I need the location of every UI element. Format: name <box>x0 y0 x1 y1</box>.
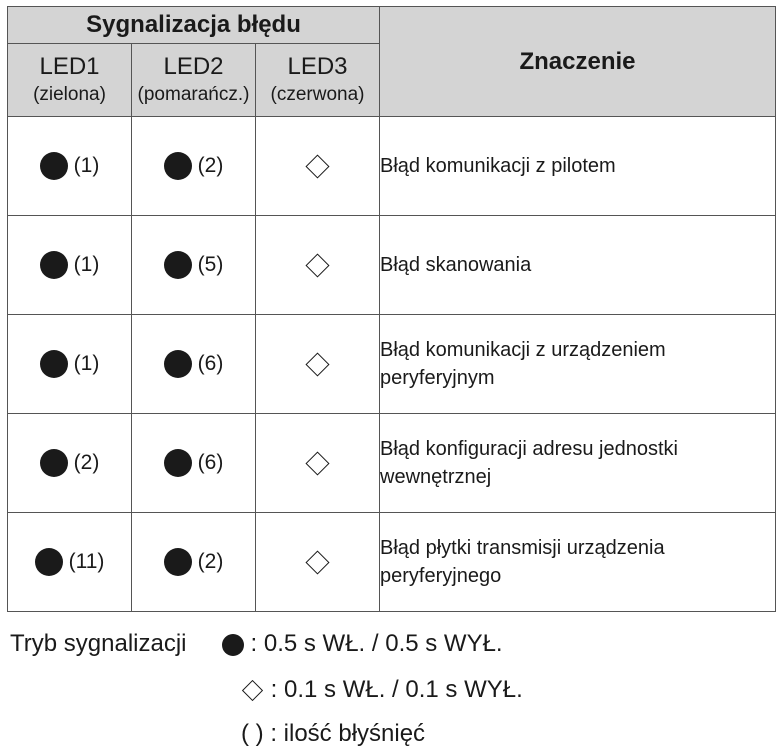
diamond-outline-icon <box>305 352 329 376</box>
diamond-outline-icon <box>305 154 329 178</box>
group-header: Sygnalizacja błędu <box>8 7 380 44</box>
legend-label: Tryb sygnalizacji <box>10 630 187 657</box>
legend-slow-text: : 0.5 s WŁ. / 0.5 s WYŁ. <box>250 630 503 657</box>
blink-count: (2) <box>73 451 100 474</box>
table-row <box>8 117 776 216</box>
error-signal-table <box>7 6 776 612</box>
diamond-outline-icon <box>305 550 329 574</box>
led3-cell <box>256 414 380 513</box>
diamond-outline-icon <box>305 451 329 475</box>
table-row <box>8 315 776 414</box>
filled-circle-icon <box>40 152 68 180</box>
legend-count-text: : ilość błyśnięć <box>270 720 426 747</box>
led2-cell <box>132 315 256 414</box>
legend-row-slow <box>10 630 503 658</box>
led3-cell <box>256 315 380 414</box>
led1-header <box>8 44 132 117</box>
led3-name: LED3 <box>287 53 348 80</box>
meaning-cell: Błąd komunikacji z urządzeniem peryferyjnym <box>380 315 776 414</box>
filled-circle-icon <box>222 634 244 656</box>
table-row <box>8 216 776 315</box>
legend-row-count <box>241 720 425 748</box>
table-row <box>8 414 776 513</box>
table-row <box>8 513 776 612</box>
filled-circle-icon <box>164 449 192 477</box>
led3-color: (czerwona) <box>270 84 365 105</box>
led1-cell <box>8 513 132 612</box>
led3-cell <box>256 513 380 612</box>
led2-header <box>132 44 256 117</box>
meaning-header: Znaczenie <box>380 7 776 117</box>
diamond-outline-icon <box>305 253 329 277</box>
blink-count: (1) <box>73 352 100 375</box>
blink-count: (6) <box>197 451 224 474</box>
meaning-cell: Błąd komunikacji z pilotem <box>380 117 776 216</box>
filled-circle-icon <box>40 251 68 279</box>
filled-circle-icon <box>164 350 192 378</box>
led2-color: (pomarańcz.) <box>137 84 250 105</box>
led2-cell <box>132 513 256 612</box>
meaning-cell: Błąd konfiguracji adresu jednostki wewnętrznej <box>380 414 776 513</box>
filled-circle-icon <box>40 350 68 378</box>
filled-circle-icon <box>164 548 192 576</box>
legend-row-fast <box>241 676 523 704</box>
meaning-cell: Błąd skanowania <box>380 216 776 315</box>
led2-cell <box>132 414 256 513</box>
led3-cell <box>256 216 380 315</box>
blink-count: (2) <box>197 550 224 573</box>
led1-cell <box>8 216 132 315</box>
led1-name: LED1 <box>39 53 100 80</box>
led3-header <box>256 44 380 117</box>
filled-circle-icon <box>164 251 192 279</box>
led1-cell <box>8 315 132 414</box>
led1-cell <box>8 414 132 513</box>
filled-circle-icon <box>35 548 63 576</box>
led2-name: LED2 <box>163 53 224 80</box>
filled-circle-icon <box>164 152 192 180</box>
filled-circle-icon <box>40 449 68 477</box>
meaning-cell: Błąd płytki transmisji urządzenia peryferyjnego <box>380 513 776 612</box>
led1-cell <box>8 117 132 216</box>
legend-fast-text: : 0.1 s WŁ. / 0.1 s WYŁ. <box>270 676 523 703</box>
legend-count-symbol: ( ) <box>241 720 264 747</box>
blink-count: (1) <box>73 253 100 276</box>
diamond-outline-icon <box>242 680 263 701</box>
led2-cell <box>132 117 256 216</box>
led3-cell <box>256 117 380 216</box>
blink-count: (6) <box>197 352 224 375</box>
blink-count: (5) <box>197 253 224 276</box>
led2-cell <box>132 216 256 315</box>
blink-count: (1) <box>73 154 100 177</box>
blink-count: (2) <box>197 154 224 177</box>
led1-color: (zielona) <box>33 84 106 105</box>
blink-count: (11) <box>68 550 105 573</box>
